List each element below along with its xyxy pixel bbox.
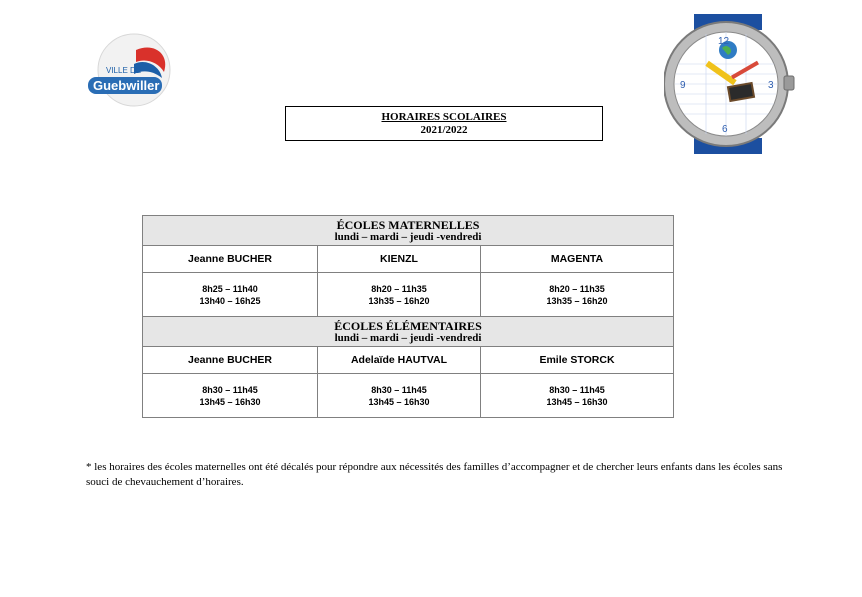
maternelles-hours-row: [143, 273, 674, 317]
guebwiller-logo: [84, 32, 178, 110]
svg-text:12: 12: [718, 36, 730, 47]
afternoon-hours: 13h45 – 16h30: [199, 396, 261, 407]
maternelles-header-row: [143, 216, 674, 246]
morning-hours: 8h30 – 11h45: [549, 384, 605, 395]
morning-hours: 8h20 – 11h35: [371, 283, 427, 294]
school-hours: [318, 273, 481, 317]
maternelles-school-names-row: [143, 246, 674, 273]
logo-text-guebwiller: Guebwiller: [93, 78, 160, 93]
school-name: Emile STORCK: [481, 347, 674, 374]
document-title: HORAIRES SCOLAIRES: [381, 111, 507, 123]
elementaires-school-names-row: [143, 347, 674, 374]
footnote: * les horaires des écoles maternelles ont été décalés pour répondre aux nécessités des familles d’accompagner et de chercher leurs enfants dans les écoles sans souci de chevauchement d’horaires.: [86, 461, 783, 488]
school-hours: [143, 374, 318, 418]
school-name: Jeanne BUCHER: [143, 246, 318, 273]
school-name: Adelaïde HAUTVAL: [318, 347, 481, 374]
school-name: KIENZL: [318, 246, 481, 273]
morning-hours: 8h30 – 11h45: [202, 384, 258, 395]
title-box: [285, 106, 603, 141]
svg-text:6: 6: [722, 124, 728, 135]
afternoon-hours: 13h40 – 16h25: [199, 295, 261, 306]
logo-text-ville: VILLE DE: [106, 66, 142, 75]
maternelles-header: [143, 216, 674, 246]
elementaires-header: [143, 317, 674, 347]
schedule-table: [142, 215, 674, 418]
school-hours: [481, 273, 674, 317]
morning-hours: 8h30 – 11h45: [371, 384, 427, 395]
svg-text:3: 3: [768, 80, 774, 91]
school-watch-illustration: [664, 14, 796, 154]
maternelles-days: lundi – mardi – jeudi -vendredi: [334, 230, 482, 243]
morning-hours: 8h25 – 11h40: [202, 283, 258, 294]
elementaires-hours-row: [143, 374, 674, 418]
school-year: 2021/2022: [420, 124, 468, 136]
afternoon-hours: 13h35 – 16h20: [368, 295, 430, 306]
school-name: Jeanne BUCHER: [143, 347, 318, 374]
school-name: MAGENTA: [481, 246, 674, 273]
elementaires-days: lundi – mardi – jeudi -vendredi: [334, 331, 482, 344]
elementaires-title: ÉCOLES ÉLÉMENTAIRES: [334, 318, 482, 333]
school-hours: [143, 273, 318, 317]
maternelles-title: ÉCOLES MATERNELLES: [336, 217, 480, 232]
afternoon-hours: 13h35 – 16h20: [546, 295, 608, 306]
school-hours: [481, 374, 674, 418]
school-hours: [318, 374, 481, 418]
elementaires-header-row: [143, 317, 674, 347]
afternoon-hours: 13h45 – 16h30: [368, 396, 430, 407]
morning-hours: 8h20 – 11h35: [549, 283, 605, 294]
afternoon-hours: 13h45 – 16h30: [546, 396, 608, 407]
svg-text:9: 9: [680, 80, 686, 91]
